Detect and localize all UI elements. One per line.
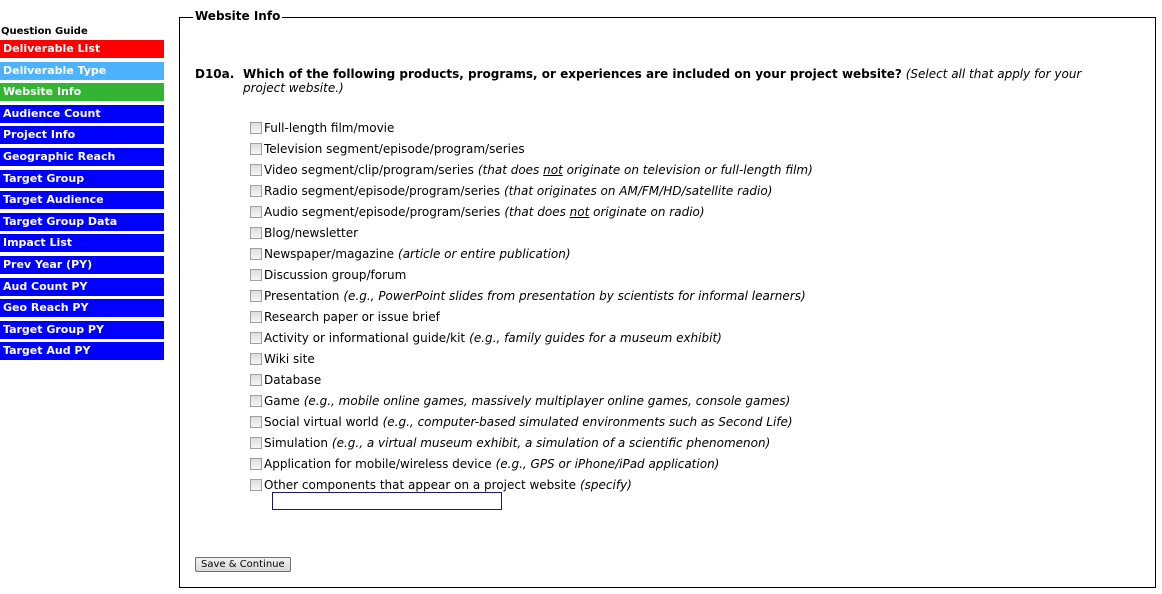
option-note-part: originate on television or full-length film) bbox=[562, 162, 813, 177]
option-row bbox=[250, 411, 813, 432]
option-note bbox=[504, 184, 772, 198]
option-note bbox=[332, 436, 770, 450]
nav-item-geographic-reach[interactable]: Geographic Reach bbox=[0, 148, 164, 166]
question-text: Which of the following products, programs, or experiences are included on your project website? bbox=[243, 67, 902, 81]
option-note bbox=[580, 478, 632, 492]
option-checkbox[interactable] bbox=[250, 437, 262, 449]
option-checkbox[interactable] bbox=[250, 206, 262, 218]
option-note-part: (specify) bbox=[579, 477, 632, 492]
option-checkbox[interactable] bbox=[250, 164, 262, 176]
option-note bbox=[398, 247, 571, 261]
question-guide-title: Question Guide bbox=[1, 26, 88, 37]
option-note-part: originate on radio) bbox=[589, 204, 705, 219]
option-label[interactable]: Radio segment/episode/program/series bbox=[264, 183, 500, 198]
question-hint: (Select all that apply for your project website.) bbox=[243, 67, 1082, 95]
nav-item-target-group-py[interactable]: Target Group PY bbox=[0, 321, 164, 339]
option-checkbox[interactable] bbox=[250, 353, 262, 365]
option-row bbox=[250, 453, 813, 474]
option-label[interactable]: Video segment/clip/program/series bbox=[264, 162, 474, 177]
option-checkbox[interactable] bbox=[250, 479, 262, 491]
option-label[interactable]: Discussion group/forum bbox=[264, 267, 407, 282]
option-note-part: (that does bbox=[477, 162, 544, 177]
other-specify-input[interactable] bbox=[272, 492, 502, 510]
option-row bbox=[250, 159, 813, 180]
option-note bbox=[383, 415, 793, 429]
fieldset-legend: Website Info bbox=[195, 9, 281, 23]
nav-item-website-info[interactable]: Website Info bbox=[0, 83, 164, 101]
option-note-part: not bbox=[543, 162, 563, 177]
option-label[interactable]: Full-length film/movie bbox=[264, 120, 395, 135]
option-row bbox=[250, 390, 813, 411]
option-note-part: (e.g., family guides for a museum exhibit) bbox=[469, 330, 722, 345]
option-note bbox=[343, 289, 805, 303]
option-checkbox[interactable] bbox=[250, 458, 262, 470]
option-note bbox=[496, 457, 720, 471]
option-note bbox=[469, 331, 722, 345]
option-row bbox=[250, 222, 813, 243]
nav-item-impact-list[interactable]: Impact List bbox=[0, 234, 164, 252]
option-note bbox=[304, 394, 791, 408]
option-note-part: (e.g., PowerPoint slides from presentation by scientists for informal learners) bbox=[343, 288, 806, 303]
option-row bbox=[250, 327, 813, 348]
question-number: D10a. bbox=[195, 67, 235, 81]
option-note-part: (article or entire publication) bbox=[398, 246, 571, 261]
save-continue-button[interactable]: Save & Continue bbox=[195, 557, 291, 572]
option-checkbox[interactable] bbox=[250, 143, 262, 155]
option-label[interactable]: Simulation bbox=[264, 435, 328, 450]
option-checkbox[interactable] bbox=[250, 311, 262, 323]
option-label[interactable]: Research paper or issue brief bbox=[264, 309, 440, 324]
option-row bbox=[250, 138, 813, 159]
option-note-part: (that originates on AM/FM/HD/satellite radio) bbox=[504, 183, 773, 198]
option-row bbox=[250, 264, 813, 285]
option-label[interactable]: Database bbox=[264, 372, 322, 387]
options-list bbox=[250, 117, 813, 495]
option-row bbox=[250, 306, 813, 327]
option-label[interactable]: Presentation bbox=[264, 288, 340, 303]
option-note-part: (that does bbox=[504, 204, 570, 219]
option-row bbox=[250, 117, 813, 138]
option-note-part: (e.g., a virtual museum exhibit, a simulation of a scientific phenomenon) bbox=[331, 435, 771, 450]
option-checkbox[interactable] bbox=[250, 374, 262, 386]
option-label[interactable]: Television segment/episode/program/series bbox=[264, 141, 525, 156]
option-note bbox=[478, 163, 813, 177]
option-note-part: not bbox=[569, 204, 590, 219]
option-label[interactable]: Application for mobile/wireless device bbox=[264, 456, 492, 471]
option-label[interactable]: Game bbox=[264, 393, 300, 408]
option-checkbox[interactable] bbox=[250, 248, 262, 260]
nav-item-target-audience[interactable]: Target Audience bbox=[0, 191, 164, 209]
option-label[interactable]: Newspaper/magazine bbox=[264, 246, 395, 261]
option-checkbox[interactable] bbox=[250, 332, 262, 344]
option-label[interactable]: Blog/newsletter bbox=[264, 225, 359, 240]
option-checkbox[interactable] bbox=[250, 227, 262, 239]
option-checkbox[interactable] bbox=[250, 122, 262, 134]
option-checkbox[interactable] bbox=[250, 416, 262, 428]
nav-item-target-group-data[interactable]: Target Group Data bbox=[0, 213, 164, 231]
question bbox=[195, 67, 1115, 95]
option-checkbox[interactable] bbox=[250, 395, 262, 407]
option-checkbox[interactable] bbox=[250, 269, 262, 281]
option-label[interactable]: Social virtual world bbox=[264, 414, 379, 429]
option-row bbox=[250, 180, 813, 201]
option-label[interactable]: Audio segment/episode/program/series bbox=[264, 204, 501, 219]
nav-item-deliverable-type[interactable]: Deliverable Type bbox=[0, 62, 164, 80]
option-label[interactable]: Wiki site bbox=[264, 351, 315, 366]
nav-item-target-aud-py[interactable]: Target Aud PY bbox=[0, 342, 164, 360]
option-checkbox[interactable] bbox=[250, 290, 262, 302]
nav-item-deliverable-list[interactable]: Deliverable List bbox=[0, 40, 164, 58]
option-row bbox=[250, 285, 813, 306]
option-note-part: (e.g., mobile online games, massively multiplayer online games, console games) bbox=[303, 393, 791, 408]
nav-item-target-group[interactable]: Target Group bbox=[0, 170, 164, 188]
option-row bbox=[250, 348, 813, 369]
option-row bbox=[250, 243, 813, 264]
option-note-part: (e.g., computer-based simulated environments such as Second Life) bbox=[382, 414, 793, 429]
option-note bbox=[504, 205, 704, 219]
option-label[interactable]: Activity or informational guide/kit bbox=[264, 330, 466, 345]
option-checkbox[interactable] bbox=[250, 185, 262, 197]
nav-item-audience-count[interactable]: Audience Count bbox=[0, 105, 164, 123]
option-row bbox=[250, 201, 813, 222]
option-row bbox=[250, 369, 813, 390]
nav-item-prev-year-py[interactable]: Prev Year (PY) bbox=[0, 256, 164, 274]
nav-item-geo-reach-py[interactable]: Geo Reach PY bbox=[0, 299, 164, 317]
option-row bbox=[250, 432, 813, 453]
option-label[interactable]: Other components that appear on a project website bbox=[264, 477, 576, 492]
option-note-part: (e.g., GPS or iPhone/iPad application) bbox=[495, 456, 720, 471]
question-guide bbox=[0, 26, 164, 364]
nav-item-aud-count-py[interactable]: Aud Count PY bbox=[0, 278, 164, 296]
nav-item-project-info[interactable]: Project Info bbox=[0, 126, 164, 144]
